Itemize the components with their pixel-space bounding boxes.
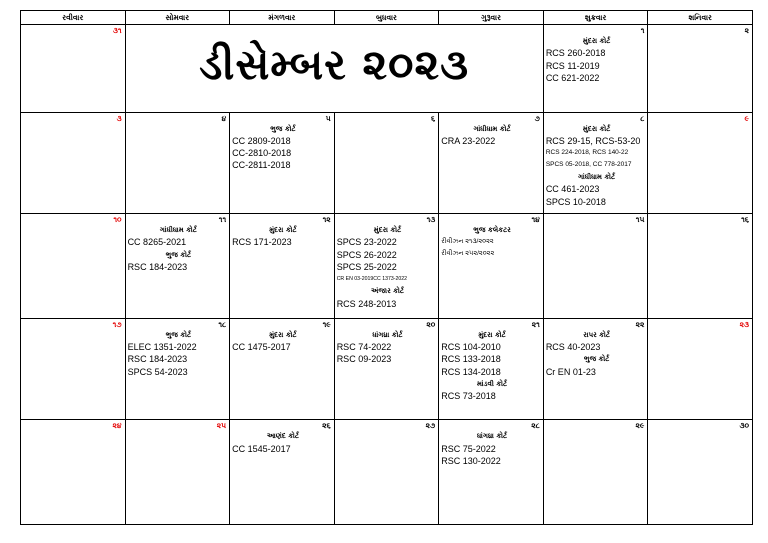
day-cell[interactable] [21, 112, 126, 214]
day-number: ૧૫ [635, 215, 645, 225]
court-name: ગાંધીધામ કોર્ટ [578, 173, 616, 182]
weekday-wednesday: બુધવાર [334, 11, 439, 25]
case-number: RCS 40-2023 [545, 342, 601, 353]
court-name: મુંદરા કોર્ટ [478, 330, 506, 339]
weekday-tuesday: મંગળવાર [230, 11, 335, 25]
court-name: ભુજ કોર્ટ [165, 250, 192, 259]
court-name: અંજાર કોર્ટ [371, 287, 404, 296]
weekday-saturday: શનિવાર [648, 11, 753, 25]
day-entries [21, 214, 125, 224]
day-entries [544, 25, 648, 84]
day-number: ૨૩ [739, 319, 749, 329]
week-row-1 [21, 25, 753, 113]
court-name: ભુજ કલેકટર [473, 226, 511, 235]
day-entries [439, 420, 543, 467]
day-cell[interactable] [21, 420, 126, 525]
day-number: ૧૦ [113, 215, 122, 225]
day-entries [544, 113, 648, 208]
case-number: RSC 130-2022 [441, 455, 501, 466]
month-title-cell [125, 25, 543, 113]
day-entries [439, 113, 543, 148]
day-cell[interactable] [439, 112, 544, 214]
day-entries [230, 319, 334, 354]
case-number: SPCS 26-2022 [336, 249, 397, 260]
day-entries [648, 319, 752, 329]
day-entries [21, 319, 125, 329]
day-number: ૨ [744, 26, 749, 35]
day-cell[interactable] [334, 318, 439, 420]
day-number: ૯ [744, 113, 749, 123]
day-number: ૨૧ [531, 319, 540, 329]
day-number: ૩૧ [112, 26, 122, 35]
day-cell[interactable] [230, 318, 335, 420]
court-name: ધાંગધ્રા કોર્ટ [476, 432, 508, 441]
calendar-grid [20, 10, 753, 525]
day-number: ૪ [221, 113, 227, 123]
day-cell[interactable] [334, 214, 439, 319]
day-cell[interactable] [439, 420, 544, 525]
day-cell[interactable] [439, 318, 544, 420]
day-cell[interactable] [648, 318, 753, 420]
day-number: ૨૭ [425, 421, 436, 431]
day-cell[interactable] [543, 112, 648, 214]
day-entries [335, 214, 439, 310]
case-number: CC 1475-2017 [232, 342, 291, 353]
day-entries [648, 25, 752, 35]
day-number: ૧૧ [218, 215, 227, 225]
day-cell[interactable] [439, 214, 544, 319]
day-entries [230, 420, 334, 455]
day-number: ૧૮ [218, 319, 227, 329]
day-cell[interactable] [648, 214, 753, 319]
case-number: RCS 133-2018 [441, 354, 501, 365]
day-cell[interactable] [125, 420, 230, 525]
case-number: CC 621-2022 [545, 72, 600, 83]
case-number: CC 2809-2018 [232, 135, 291, 146]
day-number: ૩ [116, 113, 122, 123]
court-name: માંડવી કોર્ટ [476, 379, 508, 388]
day-cell[interactable] [543, 25, 648, 113]
case-number: SPCS 05-2018, CC 778-2017 [545, 161, 632, 169]
day-number: ૨૪ [112, 421, 122, 431]
court-name: ગાંધીધામ કોર્ટ [473, 124, 511, 133]
day-entries [126, 113, 230, 123]
week-row-5 [21, 420, 753, 525]
day-number: ૧૭ [112, 319, 122, 329]
case-number: SPCS 25-2022 [336, 262, 397, 273]
case-number: SPCS 10-2018 [545, 196, 606, 207]
case-number: RCS 73-2018 [441, 391, 496, 402]
court-name: મુંદરા કોર્ટ [269, 330, 297, 339]
court-name: ભુજ કોર્ટ [165, 330, 192, 339]
case-number: ELEC 1351-2022 [127, 342, 197, 353]
day-number: ૮ [640, 113, 645, 123]
court-name: મુંદરા કોર્ટ [582, 124, 611, 133]
case-number: RCS 260-2018 [545, 48, 606, 59]
case-number: CC-2811-2018 [232, 160, 291, 171]
day-entries [335, 113, 439, 123]
case-number: રીવીઝન ૨૫૨/૨૦૨૨ [441, 250, 495, 258]
day-cell[interactable] [543, 318, 648, 420]
case-number: CR EN 03-2019CC 1373-2022 [336, 276, 408, 283]
day-cell[interactable] [230, 112, 335, 214]
weekday-header-row [21, 11, 753, 25]
day-entries [21, 420, 125, 430]
case-number: CRA 23-2022 [441, 135, 496, 146]
day-cell[interactable] [230, 420, 335, 525]
day-number: ૩૦ [739, 421, 749, 431]
court-name: મુંદરા કોર્ટ [582, 37, 611, 45]
day-number: ૧૪ [531, 215, 540, 225]
case-number: RCS 224-2018, RCS 140-22 [545, 149, 629, 157]
day-cell[interactable] [648, 112, 753, 214]
court-name: ગાંધીધામ કોર્ટ [159, 226, 197, 235]
court-name: મુંદરા કોર્ટ [269, 226, 297, 235]
case-number: RCS 248-2013 [336, 298, 397, 309]
week-row-2 [21, 112, 753, 214]
case-number: CC 1545-2017 [232, 443, 291, 454]
case-number: રીવીઝન ૨૧૩/૨૦૨૨ [441, 238, 494, 246]
case-number: RSC 09-2023 [336, 354, 392, 365]
case-number: RCS 11-2019 [545, 60, 600, 71]
day-entries [648, 113, 752, 123]
weekday-sunday: રવીવાર [21, 11, 126, 25]
day-cell[interactable] [230, 214, 335, 319]
court-name: ભુજ કોર્ટ [583, 355, 610, 364]
case-number: CC-2810-2018 [232, 148, 292, 159]
case-number: RCS 134-2018 [441, 366, 501, 377]
week-row-4 [21, 318, 753, 420]
case-number: RCS 29-15, RCS-53-20 [545, 135, 641, 146]
day-cell[interactable] [21, 25, 126, 113]
day-entries [544, 420, 648, 430]
case-number: SPCS 23-2022 [336, 237, 397, 248]
day-entries [439, 214, 543, 260]
day-number: ૫ [325, 113, 331, 123]
case-number: CC 8265-2021 [127, 237, 187, 248]
day-number: ૨૨ [635, 319, 645, 329]
weekday-friday: શુક્રવાર [543, 11, 648, 25]
day-cell[interactable] [334, 112, 439, 214]
day-number: ૨૮ [531, 421, 540, 431]
day-entries [648, 420, 752, 430]
case-number: RSC 75-2022 [441, 443, 496, 454]
day-cell[interactable] [543, 420, 648, 525]
day-cell[interactable] [125, 214, 230, 319]
weekday-thursday: ગુરૂવાર [439, 11, 544, 25]
court-name: ધાંગધ્રા કોર્ટ [372, 330, 403, 339]
day-cell[interactable] [21, 318, 126, 420]
day-entries [335, 420, 439, 430]
day-cell[interactable] [648, 25, 753, 113]
day-number: ૧૬ [741, 215, 749, 225]
month-title: ડીસેમ્બર ૨૦૨૩ [199, 40, 470, 89]
day-entries [126, 420, 230, 430]
day-entries [126, 319, 230, 378]
day-cell[interactable] [543, 214, 648, 319]
day-cell[interactable] [125, 318, 230, 420]
court-name: રાપર કોર્ટ [583, 330, 610, 339]
day-number: ૨૯ [635, 421, 645, 431]
case-number: CC 461-2023 [545, 184, 600, 195]
case-number: RCS 104-2010 [441, 342, 501, 353]
court-name: આણંદ કોર્ટ [266, 432, 299, 441]
day-entries [544, 319, 648, 378]
weekday-monday: સોમવાર [125, 11, 230, 25]
day-number: ૨૦ [426, 319, 436, 329]
case-number: RSC 184-2023 [127, 354, 188, 365]
day-entries [335, 319, 439, 366]
day-number: ૧૨ [322, 215, 331, 225]
day-entries [21, 25, 125, 35]
day-cell[interactable] [125, 112, 230, 214]
court-name: મુંદરા કોર્ટ [373, 226, 402, 235]
case-number: SPCS 54-2023 [127, 366, 188, 377]
day-number: ૭ [534, 113, 540, 123]
week-row-3 [21, 214, 753, 319]
day-cell[interactable] [334, 420, 439, 525]
day-number: ૧૯ [322, 319, 331, 329]
court-name: ભુજ કોર્ટ [270, 124, 296, 133]
day-entries [230, 113, 334, 172]
case-number: RSC 184-2023 [127, 262, 188, 273]
day-entries [21, 113, 125, 123]
day-entries [126, 214, 230, 273]
day-cell[interactable] [648, 420, 753, 525]
day-number: ૨૫ [216, 421, 227, 431]
case-number: RCS 171-2023 [232, 237, 292, 248]
day-entries [230, 214, 334, 249]
day-entries [439, 319, 543, 403]
day-number: ૬ [431, 113, 436, 123]
day-number: ૨૬ [322, 421, 331, 431]
day-number: ૧૩ [426, 215, 436, 225]
day-number: ૧ [640, 26, 645, 35]
day-entries [648, 214, 752, 224]
case-number: Cr EN 01-23 [545, 366, 596, 377]
case-number: RSC 74-2022 [336, 342, 392, 353]
day-cell[interactable] [21, 214, 126, 319]
day-entries [544, 214, 648, 224]
